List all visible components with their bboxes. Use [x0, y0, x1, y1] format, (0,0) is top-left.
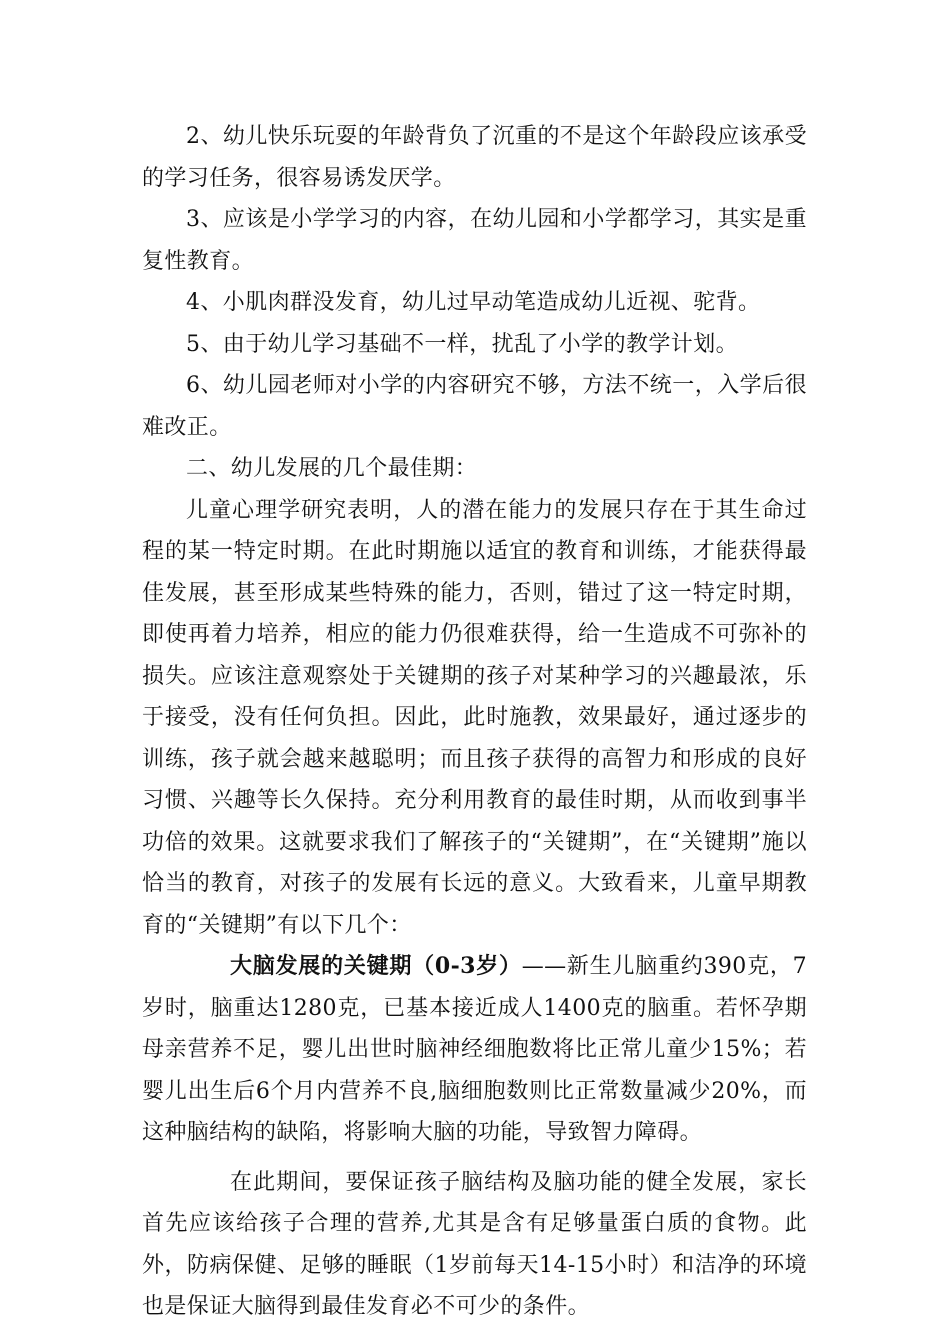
paragraph-point-5: 5、由于幼儿学习基础不一样，扰乱了小学的教学计划。: [186, 331, 738, 357]
section-heading-2: 二、幼儿发展的几个最佳期：: [186, 456, 478, 481]
paragraph-point-4: 4、小肌肉群没发育，幼儿过早动笔造成幼儿近视、驼背。: [186, 290, 761, 315]
paragraph-point-3: 3、应该是小学学习的内容，在幼儿园和小学都学习，其实是重复性教育。: [142, 207, 807, 274]
brain-period-text: ——新生儿脑重约390克，7岁时，脑重达1280克，已基本接近成人1400克的脑重。若怀孕期母亲营养不足，婴儿出世时脑神经细胞数将比正常儿童少15%；若婴儿出生后6个月内营养不良,脑细胞数则比正常数量减少20%，而这种脑结构的缺陷，将影响大脑的功能，导致智力障碍。: [142, 954, 807, 1145]
paragraph-point-2: 2、幼儿快乐玩耍的年龄背负了沉重的不是这个年龄段应该承受的学习任务，很容易诱发厌学。: [142, 124, 807, 191]
document-body: [142, 116, 807, 1328]
paragraph-brain-care: 在此期间，要保证孩子脑结构及脑功能的健全发展，家长首先应该给孩子合理的营养,尤其是含有足够量蛋白质的食物。此外，防病保健、足够的睡眠（1岁前每天14-15小时）和洁净的环境也是保证大脑得到最佳发育必不可少的条件。: [142, 1169, 807, 1319]
brain-period-title: 大脑发展的关键期（0-3岁）: [230, 953, 522, 979]
paragraph-brain-period: [142, 946, 807, 1154]
paragraph-point-6: 6、幼儿园老师对小学的内容研究不够，方法不统一，入学后很难改正。: [142, 373, 807, 440]
paragraph-critical-periods: 儿童心理学研究表明，人的潜在能力的发展只存在于其生命过程的某一特定时期。在此时期施以适宜的教育和训练，才能获得最佳发展，甚至形成某些特殊的能力，否则，错过了这一特定时期，即使再着力培养，相应的能力仍很难获得，给一生造成不可弥补的损失。应该注意观察处于关键期的孩子对某种学习的兴趣最浓，乐于接受，没有任何负担。因此，此时施教，效果最好，通过逐步的训练，孩子就会越来越聪明；而且孩子获得的高智力和形成的良好习惯、兴趣等长久保持。充分利用教育的最佳时期，从而收到事半功倍的效果。这就要求我们了解孩子的“关键期”，在“关键期”施以恰当的教育，对孩子的发展有长远的意义。大致看来，儿童早期教育的“关键期”有以下几个：: [142, 497, 807, 938]
